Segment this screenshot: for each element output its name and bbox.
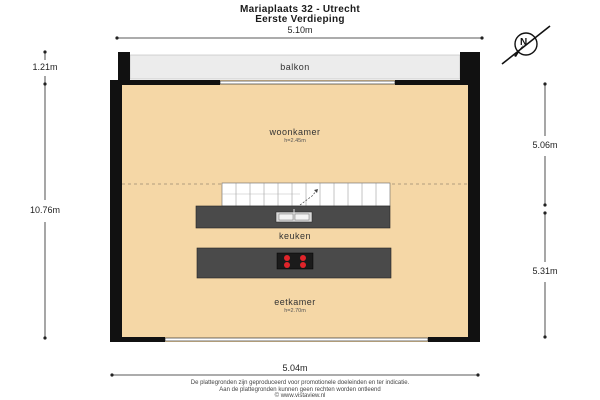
total-depth-label: 10.76m: [20, 205, 70, 215]
bottom-wall-left: [110, 337, 165, 342]
top-window: [220, 81, 395, 84]
bottom-window: [165, 338, 428, 341]
top-wall-right: [395, 80, 480, 85]
room-label-eetkamer: eetkamer: [274, 297, 316, 307]
top-wall-left: [110, 80, 220, 85]
compass-icon: [496, 24, 556, 68]
compass-north-letter: N: [520, 37, 528, 48]
cooktop: [277, 253, 313, 269]
kitchen-island: [197, 248, 391, 278]
plan-title: Mariaplaats 32 - Utrecht: [239, 4, 361, 15]
staircase: [222, 183, 390, 206]
balcony-right-wall: [460, 52, 480, 80]
lower-depth-label: 5.31m: [520, 266, 570, 276]
upper-depth-label: 5.06m: [520, 140, 570, 150]
disclaimer-line-1: De plattegronden zijn geproduceerd voor promotionele doeleinden en ter indicatie.: [190, 380, 410, 386]
room-label-woonkamer: woonkamer: [269, 127, 321, 137]
bottom-dimension-line: [110, 373, 479, 376]
top-dimension-line: [115, 36, 483, 39]
disclaimer-line-2: Aan de plattegronden kunnen geen rechten worden ontleend: [219, 387, 381, 393]
outer-wall-left: [110, 80, 122, 342]
ceiling-height-eetkamer: h=2.70m: [284, 308, 306, 314]
balcony-depth-label: 1.21m: [20, 62, 70, 72]
plan-subtitle: Eerste Verdieping: [255, 14, 345, 25]
top-width-label: 5.10m: [270, 25, 330, 35]
balcony-left-wall: [118, 52, 130, 80]
bottom-wall-right: [428, 337, 480, 342]
right-dimension-lines: [543, 82, 546, 338]
copyright-line: © www.vistaview.nl: [274, 393, 326, 399]
kitchen-counter-top: [196, 206, 390, 228]
room-label-keuken: keuken: [278, 231, 312, 241]
left-dimension-lines: [43, 50, 46, 339]
outer-wall-right: [468, 80, 480, 342]
ceiling-height-woonkamer: h=2.45m: [284, 138, 306, 144]
bottom-width-label: 5.04m: [265, 363, 325, 373]
room-label-balkon: balkon: [280, 62, 310, 72]
